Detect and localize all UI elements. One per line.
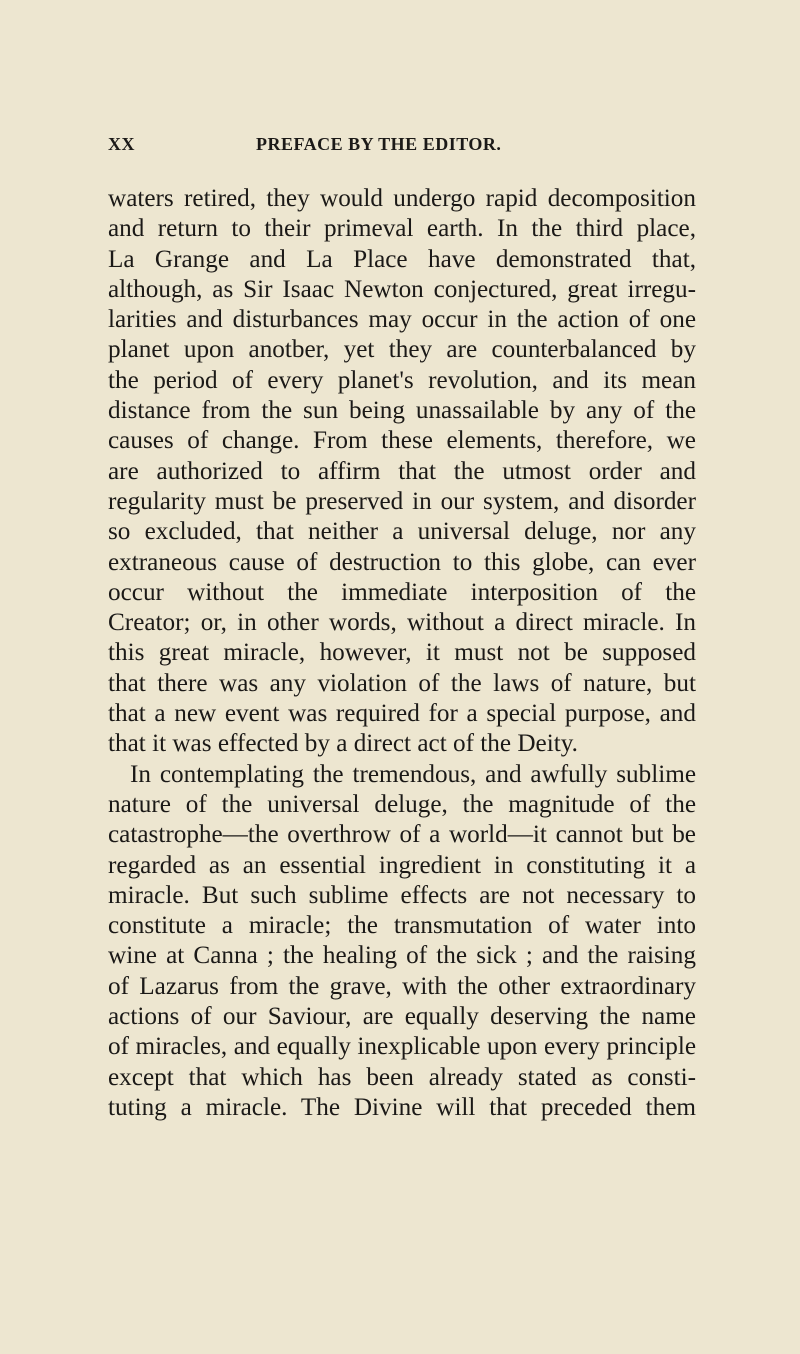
text-line: although, as Sir Isaac Newton conjectured, great irregu- [108, 275, 696, 303]
paragraph-end-line: that it was effected by a direct act of the Deity. [108, 730, 578, 758]
body-text [108, 184, 696, 1123]
text-line: nature of the universal deluge, the magnitude of the [108, 790, 696, 818]
running-head [108, 134, 696, 164]
running-head-title: PREFACE BY THE EDITOR. [256, 134, 502, 154]
text-line: of miracles, and equally inexplicable upon every principle [108, 1033, 696, 1061]
text-line: Creator; or, in other words, without a direct miracle. In [108, 609, 696, 637]
text-line: miracle. But such sublime effects are not necessary to [108, 881, 696, 909]
text-line: larities and disturbances may occur in the action of one [108, 306, 696, 334]
text-line: so excluded, that neither a universal deluge, nor any [108, 518, 696, 546]
text-line: occur without the immediate interposition of the [108, 578, 696, 606]
text-line: catastrophe—the overthrow of a world—it cannot but be [108, 821, 696, 849]
text-line: that a new event was required for a special purpose, and [108, 700, 696, 728]
text-line: that there was any violation of the laws of nature, but [108, 669, 696, 697]
text-line: regularity must be preserved in our system, and disorder [108, 487, 696, 515]
text-line: except that which has been already stated as consti- [108, 1063, 696, 1091]
text-line: of Lazarus from the grave, with the other extraordinary [108, 972, 696, 1000]
text-line: and return to their primeval earth. In the third place, [108, 215, 696, 243]
text-line: this great miracle, however, it must not be supposed [108, 639, 696, 667]
text-line: regarded as an essential ingredient in constituting it a [108, 851, 696, 879]
text-line: La Grange and La Place have demonstrated that, [108, 245, 696, 273]
text-line: constitute a miracle; the transmutation of water into [108, 912, 696, 940]
page-number: XX [108, 134, 135, 154]
text-line: extraneous cause of destruction to this globe, can ever [108, 548, 696, 576]
text-line: distance from the sun being unassailable by any of the [108, 397, 696, 425]
text-line: wine at Canna ; the healing of the sick ; and the raising [108, 942, 696, 970]
text-line: the period of every planet's revolution, and its mean [108, 366, 696, 394]
paragraph-start-line: In contemplating the tremendous, and awfully sublime [130, 760, 696, 788]
text-line: actions of our Saviour, are equally deserving the name [108, 1003, 696, 1031]
text-line: planet upon anotber, yet they are counterbalanced by [108, 336, 696, 364]
text-line: tuting a miracle. The Divine will that preceded them [108, 1093, 696, 1121]
text-line: are authorized to affirm that the utmost order and [108, 457, 696, 485]
text-line: waters retired, they would undergo rapid decomposition [108, 185, 696, 212]
text-line: causes of change. From these elements, therefore, we [108, 427, 696, 455]
